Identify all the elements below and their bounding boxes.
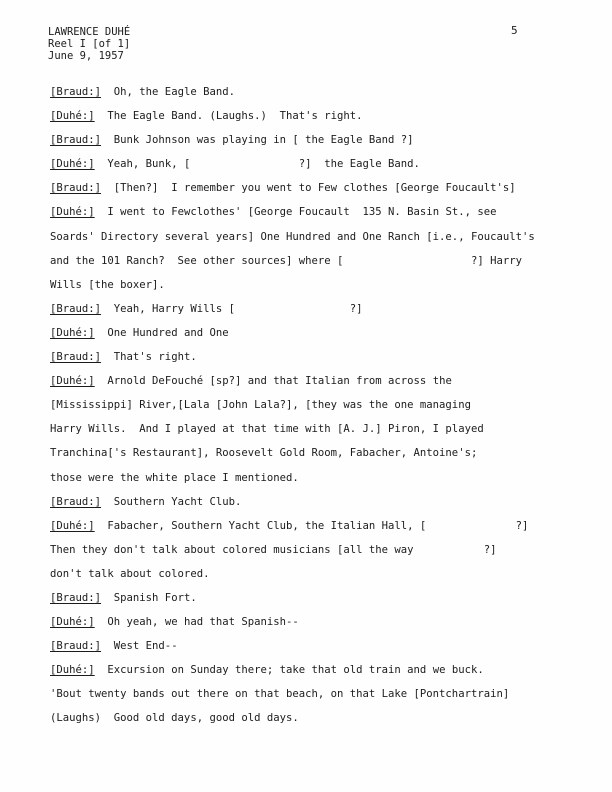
speaker-label: [Duhé:] (50, 519, 95, 532)
transcript-line (50, 466, 606, 490)
line-text: Soards' Directory several years] One Hundred and One Ranch [i.e., Foucault's (50, 230, 535, 243)
speaker-label: [Braud:] (50, 134, 102, 147)
transcript-line (50, 682, 606, 706)
line-text: That's right. (101, 351, 197, 364)
transcript-line (50, 225, 606, 249)
speaker-label: [Duhé:] (50, 110, 95, 123)
line-text: Arnold DeFouché [sp?] and that Italian from across the (94, 375, 452, 388)
interview-date: June 9, 1957 (48, 50, 124, 62)
line-text: One Hundred and One (94, 326, 229, 339)
transcript-line (50, 634, 606, 658)
line-text: Then they don't talk about colored musicians [all the way ?] (50, 543, 497, 556)
line-text: Spanish Fort. (101, 591, 197, 604)
line-text: Yeah, Harry Wills [ ?] (101, 302, 363, 315)
transcript-line (50, 176, 606, 200)
transcript-line (50, 610, 606, 634)
line-text: and the 101 Ranch? See other sources] where [ ?] Harry (50, 254, 522, 267)
transcript-line (50, 345, 606, 369)
transcript-line (50, 514, 606, 538)
interviewee-name: LAWRENCE DUHÉ (48, 26, 131, 38)
transcript-line (50, 297, 606, 321)
transcript-line (50, 538, 606, 562)
line-text: Oh yeah, we had that Spanish-- (94, 616, 299, 629)
line-text: West End-- (101, 640, 178, 653)
speaker-label: [Duhé:] (50, 158, 95, 171)
line-text: Fabacher, Southern Yacht Club, the Italian Hall, [ ?] (94, 519, 529, 532)
line-text: The Eagle Band. (Laughs.) That's right. (94, 110, 363, 123)
line-text: Wills [the boxer]. (50, 278, 165, 291)
transcript-line (50, 200, 606, 224)
line-text: Tranchina['s Restaurant], Roosevelt Gold Room, Fabacher, Antoine's; (50, 447, 478, 460)
transcript-line (50, 273, 606, 297)
transcript-line (50, 80, 606, 104)
transcript-line (50, 441, 606, 465)
transcript-line (50, 562, 606, 586)
line-text: (Laughs) Good old days, good old days. (50, 712, 299, 725)
line-text: those were the white place I mentioned. (50, 471, 299, 484)
speaker-label: [Braud:] (50, 591, 102, 604)
transcript-line (50, 490, 606, 514)
transcript-line (50, 417, 606, 441)
speaker-label: [Braud:] (50, 640, 102, 653)
reel-label: Reel I [of 1] (48, 38, 131, 50)
transcript-line (50, 321, 606, 345)
speaker-label: [Duhé:] (50, 326, 95, 339)
line-text: don't talk about colored. (50, 567, 210, 580)
page-header (48, 26, 130, 62)
speaker-label: [Braud:] (50, 182, 102, 195)
transcript-line (50, 249, 606, 273)
transcript-line (50, 128, 606, 152)
transcript-line (50, 152, 606, 176)
transcript-line (50, 393, 606, 417)
speaker-label: [Braud:] (50, 86, 102, 98)
speaker-label: [Duhé:] (50, 375, 95, 388)
line-text: [Then?] I remember you went to Few clothes [George Foucault's] (101, 182, 516, 195)
speaker-label: [Braud:] (50, 495, 102, 508)
transcript-line (50, 706, 606, 730)
speaker-label: [Braud:] (50, 351, 102, 364)
line-text: Southern Yacht Club. (101, 495, 242, 508)
line-text: I went to Fewclothes' [George Foucault 135 N. Basin St., see (94, 206, 497, 219)
transcript-line (50, 658, 606, 682)
line-text: Oh, the Eagle Band. (101, 86, 235, 98)
line-text: Yeah, Bunk, [ ?] the Eagle Band. (94, 158, 420, 171)
page-number: 5 (511, 24, 518, 37)
speaker-label: [Duhé:] (50, 664, 95, 677)
speaker-label: [Braud:] (50, 302, 102, 315)
transcript-line (50, 104, 606, 128)
line-text: [Mississippi] River,[Lala [John Lala?], [they was the one managing (50, 399, 471, 412)
transcript-line (50, 369, 606, 393)
transcript-line (50, 586, 606, 610)
speaker-label: [Duhé:] (50, 616, 95, 629)
transcript-body (50, 80, 606, 731)
speaker-label: [Duhé:] (50, 206, 95, 219)
line-text: Excursion on Sunday there; take that old train and we buck. (94, 664, 484, 677)
line-text: Bunk Johnson was playing in [ the Eagle Band ?] (101, 134, 414, 147)
line-text: Harry Wills. And I played at that time with [A. J.] Piron, I played (50, 423, 484, 436)
line-text: 'Bout twenty bands out there on that beach, on that Lake [Pontchartrain] (50, 688, 510, 701)
